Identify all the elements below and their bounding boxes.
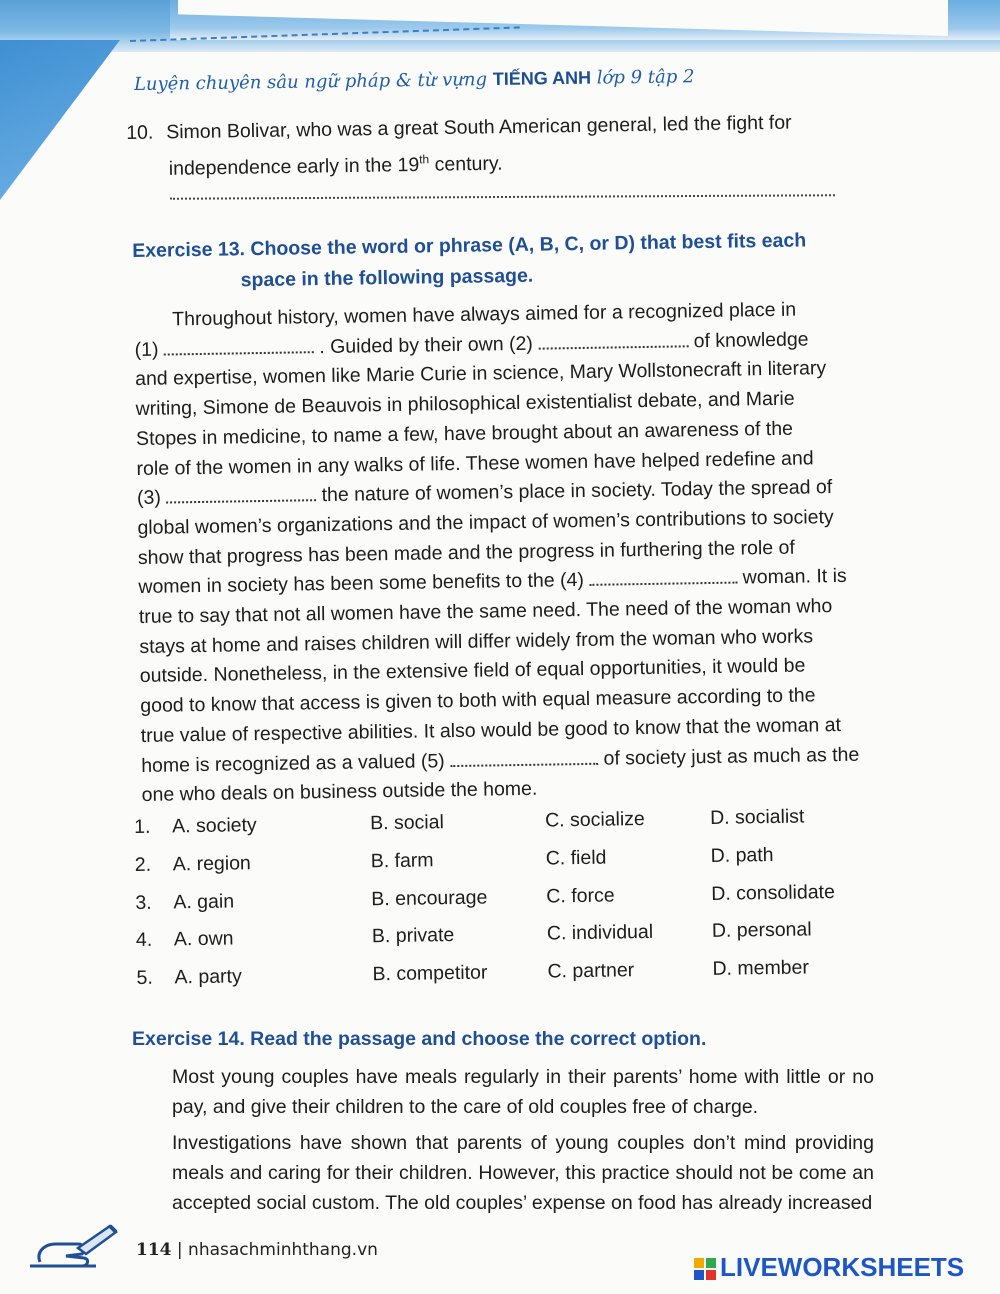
option-a[interactable]: A. gain [173,890,235,913]
blank-4[interactable] [589,566,737,586]
passage-line: one who deals on business outside the home. [141,777,538,807]
exercise-13-title [132,224,873,298]
page-header [134,66,695,95]
passage-line: global women’s organizations and the impact of women’s contributions to society [137,505,834,539]
option-number: 5. [136,966,153,990]
option-a[interactable]: A. society [171,814,257,838]
exercise-14-paragraph-1: Most young couples have meals regularly in their parents’ home with little or no pay, and give their children to the care of old couples free of charge. [172,1066,874,1118]
option-d[interactable]: D. consolidate [711,880,836,905]
writing-hand-icon [26,1222,122,1270]
passage-line: role of the women in any walks of life. These women have helped redefine and [136,446,814,480]
exercise-14-paragraph-2: Investigations have shown that parents of young couples don’t mind providing meals and caring for their children. However, this practice should not be come an accepted social custom. The old couples’ expense on food has already increased [172,1132,874,1214]
page-number: 114 [136,1240,172,1260]
passage-line: show that progress has been made and the progress in furthering the role of [137,536,795,569]
passage-line: outside. Nonetheless, in the extensive field of equal opportunities, it would be [139,654,806,688]
passage-line: and expertise, women like Marie Curie in science, Mary Wollstonecraft in literary [134,357,827,391]
passage-line: Stopes in medicine, to name a few, have brought about an awareness of the [135,417,794,450]
option-c[interactable]: C. socialize [544,807,645,832]
publisher-site[interactable]: nhasachminhthang.vn [188,1240,378,1260]
blank-5[interactable] [450,746,598,766]
passage-line: writing, Simone de Beauvois in philosophical existentialist debate, and Marie [135,387,795,421]
option-number: 1. [134,815,151,838]
passage-line: (1) . Guided by their own (2) of knowledge [134,328,809,361]
page-footer [136,1240,378,1260]
header-series: Luyện chuyên sâu ngữ pháp & từ vựng [133,69,488,95]
option-a[interactable]: A. own [173,927,234,951]
exercise-13-title-line1: Exercise 13. Choose the word or phrase (A, B, C, or D) that best fits each [132,229,807,262]
option-b[interactable]: B. private [371,924,455,948]
question-10-line2: independence early in the 19 [168,153,420,180]
option-b[interactable]: B. farm [370,849,434,873]
exercise-14-title: Exercise 14. Read the passage and choose the correct option. [132,1028,707,1050]
liveworksheets-brand[interactable]: LIVEWORKSHEETS [720,1252,965,1282]
question-10-number: 10. [126,121,154,144]
header-grade: lớp 9 tập 2 [596,66,695,89]
passage-line: true to say that not all women have the same need. The need of the woman who [138,595,833,628]
option-c[interactable]: C. partner [547,959,635,983]
exercise-13-passage [134,294,878,810]
passage-line: home is recognized as a valued (5) of society just as much as the [141,743,860,777]
passage-line: true value of respective abilities. It also would be good to know that the woman at [140,713,842,747]
liveworksheets-logo-icon [694,1258,716,1280]
option-number: 3. [135,891,152,914]
answer-line-10[interactable] [170,194,835,199]
option-d[interactable]: D. personal [711,918,812,943]
option-b[interactable]: B. social [369,811,445,835]
passage-line: stays at home and raises children will differ widely from the woman who works [139,625,814,658]
left-decorative-triangle [0,40,120,200]
footer-separator: | [176,1240,183,1260]
option-a[interactable]: A. party [174,965,242,989]
exercise-13-options [134,804,897,1005]
blank-2[interactable] [538,329,688,349]
option-c[interactable]: C. field [545,846,607,870]
question-10 [126,106,867,185]
exercise-14-passage [132,1062,874,1224]
option-d[interactable]: D. path [710,843,774,867]
blank-3[interactable] [166,483,316,503]
passage-line: good to know that access is given to both with equal measure according to the [140,684,816,718]
passage-line: (3) the nature of women’s place in society. Today the spread of [136,476,833,510]
passage-line: women in society has been some benefits to the (4) woman. It is [138,565,847,599]
question-10-line1: Simon Bolivar, who was a great South American general, led the fight for [166,111,792,144]
option-number: 2. [134,853,152,876]
option-c[interactable]: C. force [546,884,615,908]
blank-1[interactable] [164,335,314,355]
option-d[interactable]: D. member [712,956,810,981]
header-subject: TIẾNG ANH [492,67,592,89]
option-b[interactable]: B. competitor [372,961,488,986]
question-10-line2-end: century. [429,152,503,176]
exercise-13-title-line2: space in the following passage. [240,264,534,292]
option-d[interactable]: D. socialist [709,805,805,829]
question-10-superscript: th [419,152,430,167]
option-c[interactable]: C. individual [546,921,654,945]
passage-line: Throughout history, women have always aimed for a recognized place in [172,298,797,331]
option-number: 4. [135,929,153,952]
option-b[interactable]: B. encourage [371,886,488,910]
option-a[interactable]: A. region [172,851,251,876]
